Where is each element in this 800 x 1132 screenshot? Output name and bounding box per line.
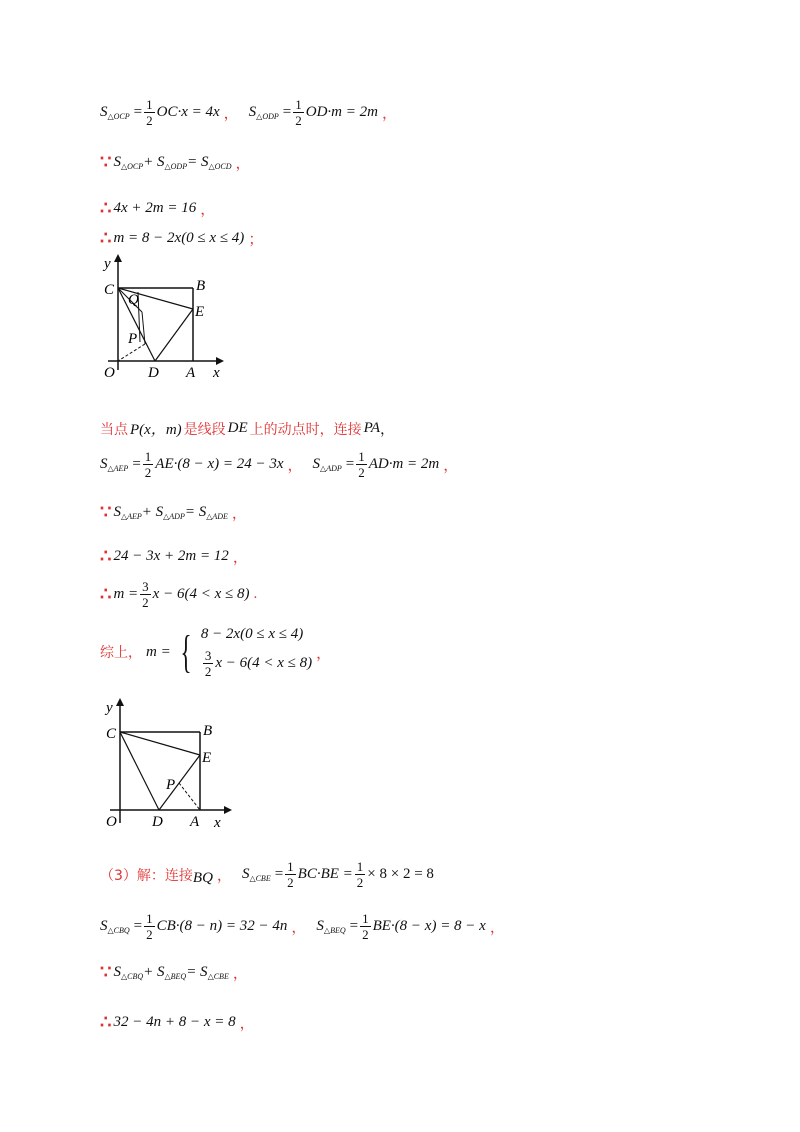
equation-24-3x-2m	[100, 546, 258, 567]
separator: ，	[223, 106, 239, 122]
expression-pre: m =	[113, 586, 139, 602]
label-b: B	[203, 723, 213, 739]
fraction	[144, 912, 155, 941]
subscript: △BEQ	[323, 926, 346, 935]
text-middle: 是线段	[183, 421, 226, 438]
subscript: △AEP	[107, 464, 129, 473]
cases	[201, 626, 312, 678]
expression: 24 − 3x + 2m = 12	[113, 548, 229, 564]
expression: AD·m = 2m	[368, 456, 440, 472]
separator: ，	[235, 156, 251, 172]
case-2-expression: x − 6(4 < x ≤ 8)	[215, 655, 313, 671]
subscript: △OCD	[208, 162, 232, 171]
equation-area-ocp-odp	[100, 98, 407, 127]
s-symbol: S	[241, 866, 250, 882]
label-o: O	[106, 814, 117, 830]
fraction	[203, 649, 214, 678]
fraction	[293, 98, 304, 127]
equals: =	[345, 456, 355, 472]
geometry-figure-1	[98, 252, 228, 387]
subscript: △CBE	[207, 972, 229, 981]
denominator: 2	[146, 927, 153, 942]
because-symbol: ∵	[100, 502, 110, 522]
equation-because-area-sum-3	[100, 962, 258, 983]
expression: m = 8 − 2x(0 ≤ x ≤ 4)	[113, 230, 245, 246]
separator: ，	[380, 421, 395, 438]
equals-s: = S	[186, 964, 208, 980]
label-y: y	[106, 700, 113, 716]
label-a: A	[186, 365, 196, 381]
subscript: △OCP	[107, 112, 130, 121]
equation-m-second-case	[100, 580, 267, 609]
numerator: 1	[358, 449, 365, 464]
m-equals: m =	[146, 643, 171, 660]
separator: ，	[231, 506, 247, 522]
label-p: P	[166, 777, 176, 793]
plus-s: + S	[143, 964, 165, 980]
expression: × 8 × 2 = 8	[367, 866, 434, 882]
numerator: 1	[295, 97, 302, 112]
plus-s: + S	[143, 154, 165, 170]
separator: ，	[232, 550, 248, 566]
subscript: △CBQ	[107, 926, 130, 935]
subscript: △CBQ	[120, 972, 144, 981]
separator: ；	[248, 232, 264, 248]
plus-s: + S	[141, 504, 164, 520]
part-label: （3）解：连接	[100, 867, 193, 884]
s-symbol: S	[312, 456, 321, 472]
equation-because-area-sum	[100, 152, 261, 173]
fraction	[360, 912, 371, 941]
expression: OD·m = 2m	[305, 104, 378, 120]
denominator: 2	[358, 465, 365, 480]
denominator: 2	[295, 113, 302, 128]
subscript: △AEP	[120, 512, 142, 521]
equation-area-aep-adp	[100, 450, 468, 479]
label-b: B	[196, 278, 206, 294]
separator: ，	[291, 920, 307, 936]
segment-de: DE	[227, 420, 248, 436]
separator: ，	[200, 202, 216, 218]
equation-32-4n	[100, 1012, 265, 1033]
expression: OC·x = 4x	[156, 104, 220, 120]
subscript: △BEQ	[164, 972, 187, 981]
expression-post: x − 6(4 < x ≤ 8)	[152, 586, 250, 602]
case-2	[201, 649, 312, 678]
text-prefix: 当点	[100, 421, 128, 438]
expression: 4x + 2m = 16	[113, 200, 197, 216]
label-e: E	[202, 750, 212, 766]
summary-label: 综上，	[100, 645, 142, 661]
left-brace: {	[180, 626, 192, 677]
label-c: C	[104, 282, 115, 298]
label-c: C	[106, 726, 117, 742]
subscript: △ADP	[320, 464, 342, 473]
fraction	[355, 860, 366, 889]
separator: ，	[381, 106, 397, 122]
numerator: 1	[146, 97, 153, 112]
subscript: △OCP	[120, 162, 144, 171]
separator: ，	[287, 458, 303, 474]
equals: =	[349, 918, 359, 934]
s-symbol: S	[113, 504, 121, 520]
numerator: 1	[146, 911, 153, 926]
because-symbol: ∵	[100, 962, 110, 982]
expression: CB·(8 − n) = 32 − 4n	[156, 918, 288, 934]
therefore-symbol: ∴	[100, 546, 110, 566]
fraction	[285, 860, 296, 889]
equation-4x-2m	[100, 198, 225, 219]
equals: =	[132, 456, 141, 472]
fraction	[356, 450, 367, 479]
equals-s: = S	[184, 504, 207, 520]
label-d: D	[148, 365, 159, 381]
label-y: y	[104, 256, 111, 272]
separator: ，	[216, 868, 232, 884]
separator: ，	[232, 966, 248, 982]
because-symbol: ∵	[100, 152, 110, 172]
denominator: 2	[356, 875, 364, 890]
equals-s: = S	[187, 154, 209, 170]
separator: ，	[316, 645, 332, 662]
therefore-symbol: ∴	[100, 1012, 110, 1032]
equals: =	[282, 104, 292, 120]
expression: AE·(8 − x) = 24 − 3x	[155, 456, 284, 472]
therefore-symbol: ∴	[100, 584, 110, 604]
subscript: △CBE	[249, 874, 271, 883]
case-1: 8 − 2x(0 ≤ x ≤ 4)	[200, 626, 304, 642]
fraction	[140, 580, 151, 609]
s-symbol: S	[100, 456, 108, 472]
label-d: D	[152, 814, 163, 830]
moving-point-condition	[100, 418, 394, 439]
equals: =	[133, 104, 143, 120]
s-symbol: S	[113, 154, 121, 170]
separator: ，	[489, 920, 505, 936]
denominator: 2	[142, 595, 149, 610]
equation-m-first-case	[100, 228, 273, 249]
segment-pa: PA	[363, 420, 381, 436]
equals: =	[274, 866, 284, 882]
label-o: O	[104, 365, 115, 381]
point-p: P(x，m)	[130, 422, 182, 438]
expression: BE·(8 − x) = 8 − x	[372, 918, 486, 934]
s-symbol: S	[113, 964, 121, 980]
equation-area-cbq-beq	[100, 912, 515, 941]
denominator: 2	[287, 875, 294, 890]
part-3-solution-start	[100, 860, 434, 889]
label-a: A	[190, 814, 200, 830]
label-q: Q	[128, 292, 139, 308]
fraction	[144, 98, 155, 127]
numerator: 3	[204, 648, 212, 663]
expression: BC·BE =	[297, 866, 353, 882]
label-x: x	[214, 815, 221, 831]
numerator: 1	[287, 859, 294, 874]
numerator: 3	[142, 579, 149, 594]
label-x: x	[213, 365, 220, 381]
numerator: 1	[362, 911, 369, 926]
numerator: 1	[144, 449, 152, 464]
s-symbol: S	[100, 918, 108, 934]
numerator: 1	[356, 859, 364, 874]
equals: =	[133, 918, 143, 934]
label-p: P	[128, 331, 138, 347]
denominator: 2	[146, 113, 153, 128]
denominator: 2	[204, 664, 212, 679]
piecewise-summary	[100, 626, 341, 678]
s-symbol: S	[316, 918, 324, 934]
denominator: 2	[144, 465, 152, 480]
equation-because-area-sum-2	[100, 502, 257, 523]
subscript: △ADP	[163, 512, 185, 521]
separator: ，	[443, 458, 459, 474]
geometry-figure-2	[98, 695, 238, 835]
denominator: 2	[362, 927, 369, 942]
subscript: △ODP	[164, 162, 188, 171]
text-suffix: 上的动点时，连接	[249, 421, 362, 438]
therefore-symbol: ∴	[100, 198, 110, 218]
segment-bq: BQ	[192, 870, 213, 886]
subscript: △ADE	[206, 512, 228, 521]
s-symbol: S	[248, 104, 257, 120]
separator: .	[253, 586, 258, 602]
expression: 32 − 4n + 8 − x = 8	[113, 1014, 236, 1030]
fraction	[143, 450, 154, 479]
s-symbol: S	[100, 104, 108, 120]
subscript: △ODP	[256, 112, 279, 121]
therefore-symbol: ∴	[100, 228, 110, 248]
label-e: E	[195, 304, 205, 320]
separator: ，	[239, 1016, 255, 1032]
